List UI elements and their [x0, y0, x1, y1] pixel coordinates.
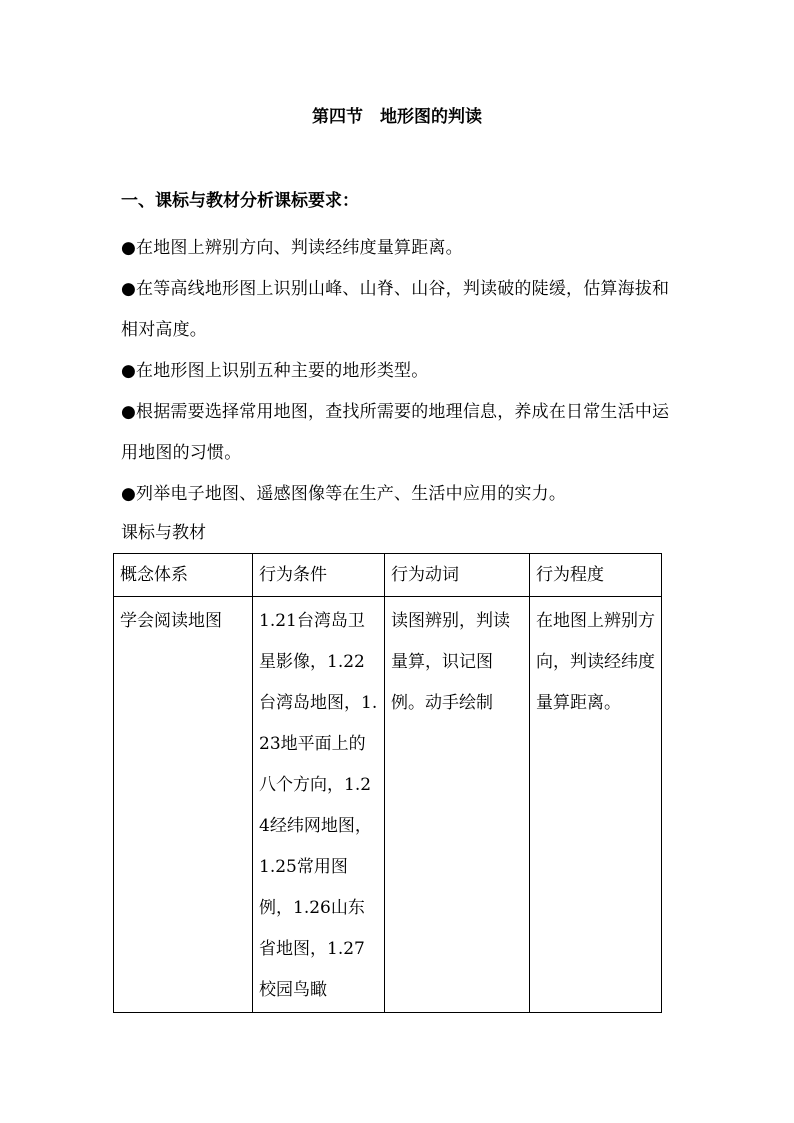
requirement-item: ●在地形图上识别五种主要的地形类型。	[121, 361, 429, 381]
header-degree: 行为程度	[530, 554, 662, 597]
cell-degree: 在地图上辨别方向，判读经纬度量算距离。	[530, 597, 662, 1013]
requirement-item: ●在地图上辨别方向、判读经纬度量算距离。	[121, 238, 463, 258]
table-caption: 课标与教材	[121, 523, 206, 543]
page-title: 第四节 地形图的判读	[312, 107, 482, 127]
cell-verb: 读图辨别，判读量算，识记图例。动手绘制	[385, 597, 530, 1013]
requirement-item: ●根据需要选择常用地图，查找所需要的地理信息，养成在日常生活中运用地图的习惯。	[121, 402, 670, 463]
cell-concept: 学会阅读地图	[114, 597, 253, 1013]
requirements-list	[121, 228, 681, 515]
section-heading: 一、课标与教材分析课标要求：	[121, 191, 359, 211]
table-header-row	[114, 554, 662, 597]
header-condition: 行为条件	[253, 554, 385, 597]
cell-condition: 1.21台湾岛卫星影像，1.22台湾岛地图，1.23地平面上的八个方向，1.24经纬网地图，1.25常用图例，1.26山东省地图，1.27校园鸟瞰	[253, 597, 385, 1013]
header-concept: 概念体系	[114, 554, 253, 597]
header-verb: 行为动词	[385, 554, 530, 597]
table-row	[114, 597, 662, 1013]
curriculum-table	[113, 553, 662, 1013]
requirement-item: ●在等高线地形图上识别山峰、山脊、山谷，判读破的陡缓，估算海拔和相对高度。	[121, 279, 670, 340]
requirement-item: ●列举电子地图、遥感图像等在生产、生活中应用的实力。	[121, 484, 567, 504]
